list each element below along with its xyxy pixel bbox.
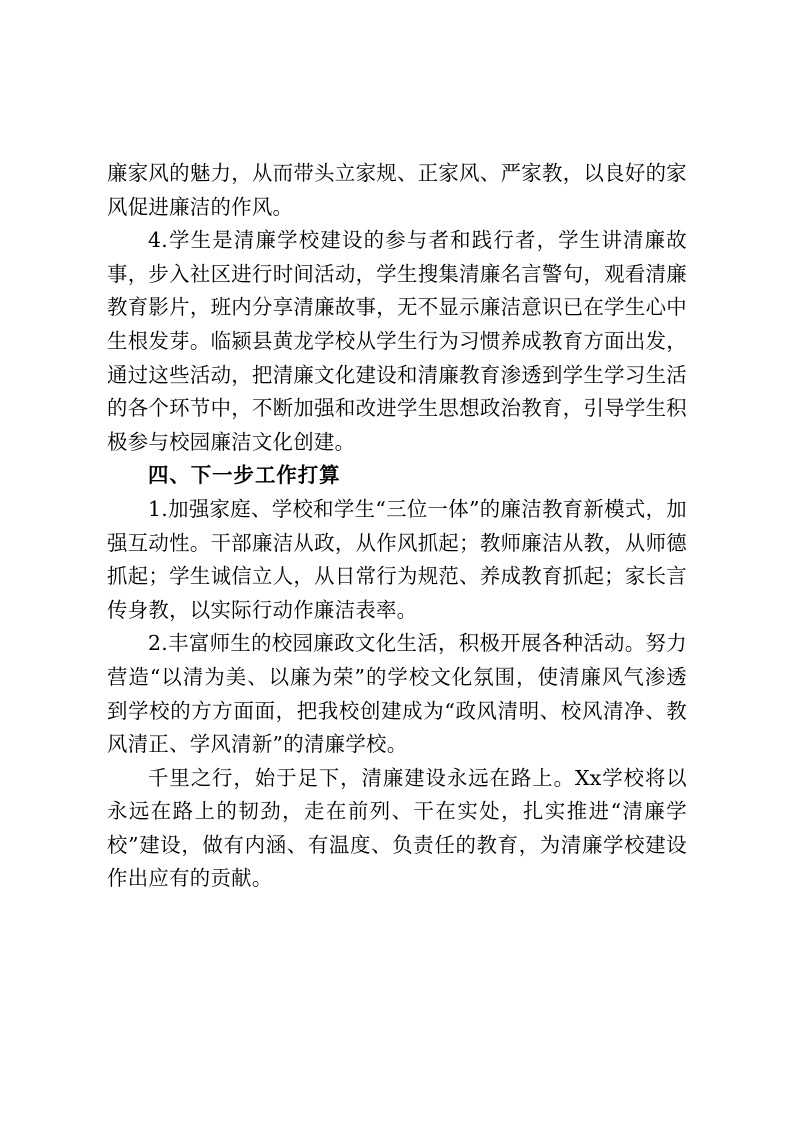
paragraph-continued: 廉家风的魅力，从而带头立家规、正家风、严家教，以良好的家风促进廉洁的作风。 bbox=[107, 161, 687, 219]
paragraph-plan-2: 2.丰富师生的校园廉政文化生活，积极开展各种活动。努力营造“以清为美、以廉为荣”的学校文化氛围，使清廉风气渗透到学校的方方面面，把我校创建成为“政风清明、校风清净、教风清正、学风清新”的清廉学校。 bbox=[107, 631, 687, 757]
paragraph-students: 4.学生是清廉学校建设的参与者和践行者，学生讲清廉故事，步入社区进行时间活动，学生搜集清廉名言警句，观看清廉教育影片，班内分享清廉故事，无不显示廉洁意识已在学生心中生根发芽。临颍县黄龙学校从学生行为习惯养成教育方面出发，通过这些活动，把清廉文化建设和清廉教育渗透到学生学习生活的各个环节中，不断加强和改进学生思想政治教育，引导学生积极参与校园廉洁文化创建。 bbox=[107, 228, 687, 454]
document-page bbox=[107, 157, 687, 896]
section-heading-next-steps: 四、下一步工作打算 bbox=[148, 463, 341, 488]
paragraph-plan-1: 1.加强家庭、学校和学生“三位一体”的廉洁教育新模式，加强互动性。干部廉洁从政，从作风抓起；教师廉洁从教，从师德抓起；学生诚信立人，从日常行为规范、养成教育抓起；家长言传身教，以实际行动作廉洁表率。 bbox=[107, 496, 687, 622]
paragraph-closing: 千里之行，始于足下，清廉建设永远在路上。Xx学校将以永远在路上的韧劲，走在前列、干在实处，扎实推进“清廉学校”建设，做有内涵、有温度、负责任的教育，为清廉学校建设作出应有的贡献。 bbox=[107, 765, 687, 891]
